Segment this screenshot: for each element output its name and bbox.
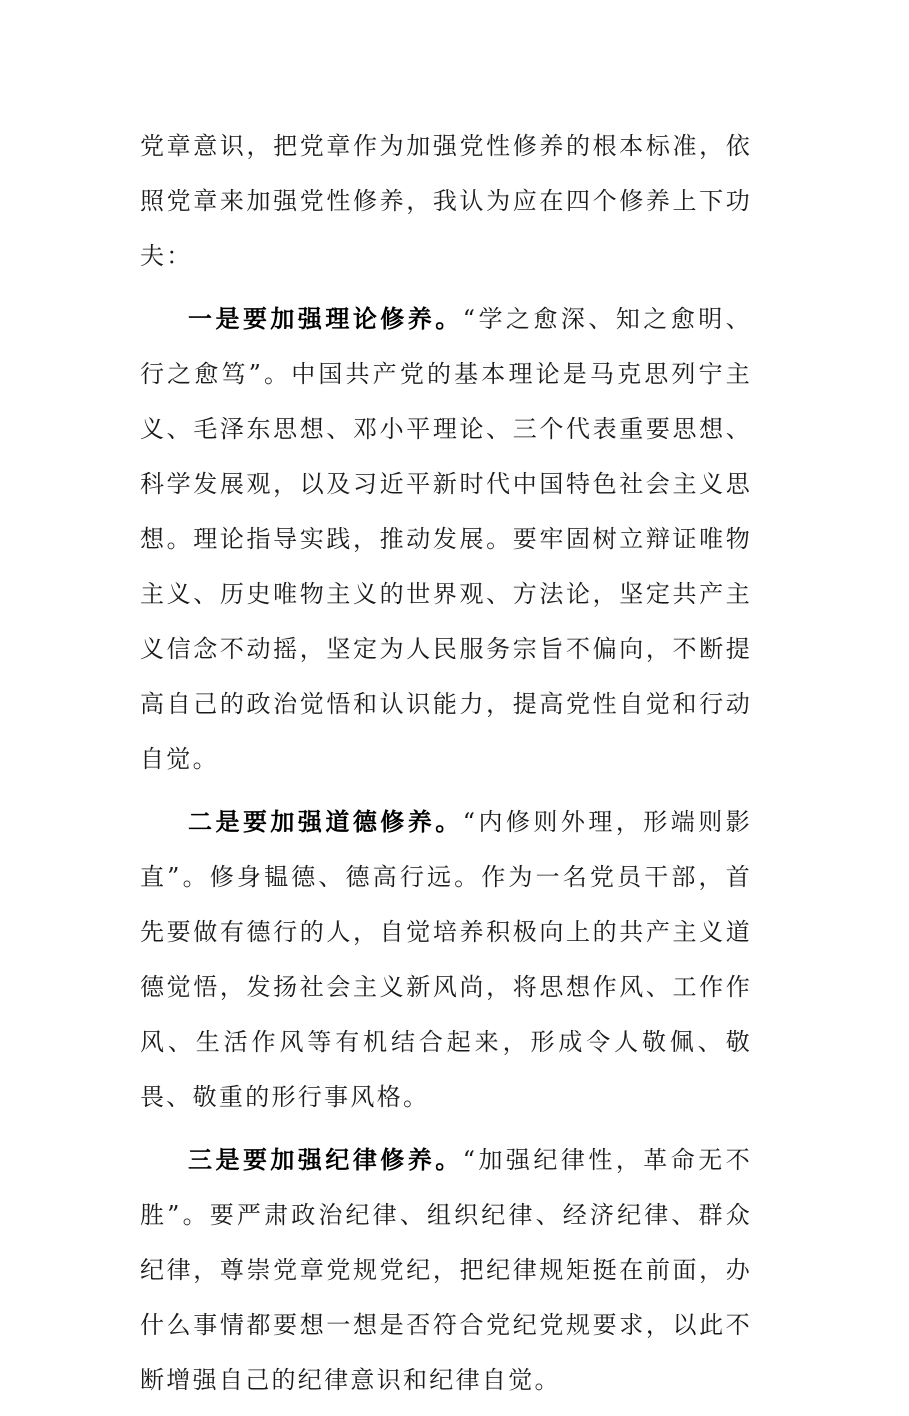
paragraph-heading: 一是要加强理论修养。 — [188, 305, 463, 333]
paragraph-theory — [140, 292, 752, 787]
paragraph-morality — [140, 795, 752, 1125]
paragraph-text: “内修则外理，形端则影直”。修身韫德、德高行远。作为一名党员干部，首先要做有德行的人，自觉培养积极向上的共产主义道德觉悟，发扬社会主义新风尚，将思想作风、工作作风、生活作风等有机结合起来，形成令人敬佩、敬畏、敬重的形行事风格。 — [140, 808, 752, 1111]
paragraph-heading: 二是要加强道德修养。 — [188, 808, 463, 836]
paragraph-heading: 三是要加强纪律修养。 — [188, 1146, 463, 1174]
paragraph-discipline — [140, 1133, 752, 1408]
paragraph-text: “学之愈深、知之愈明、行之愈笃”。中国共产党的基本理论是马克思列宁主义、毛泽东思想、邓小平理论、三个代表重要思想、科学发展观，以及习近平新时代中国特色社会主义思想。理论指导实践，推动发展。要牢固树立辩证唯物主义、历史唯物主义的世界观、方法论，坚定共产主义信念不动摇，坚定为人民服务宗旨不偏向，不断提高自己的政治觉悟和认识能力，提高党性自觉和行动自觉。 — [140, 305, 752, 773]
paragraph-intro — [140, 119, 752, 284]
paragraph-text: 党章意识，把党章作为加强党性修养的根本标准，依照党章来加强党性修养，我认为应在四个修养上下功夫： — [140, 132, 752, 270]
document-body — [140, 119, 752, 1416]
paragraph-text: “加强纪律性，革命无不胜”。要严肃政治纪律、组织纪律、经济纪律、群众纪律，尊崇党章党规党纪，把纪律规矩挺在前面，办什么事情都要想一想是否符合党纪党规要求，以此不断增强自己的纪律意识和纪律自觉。 — [140, 1146, 752, 1394]
